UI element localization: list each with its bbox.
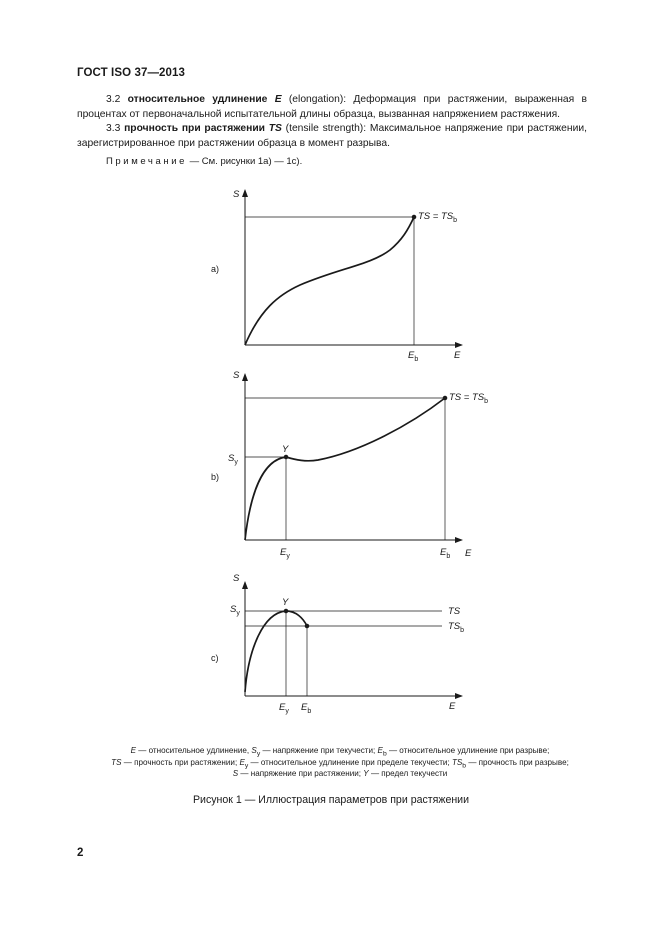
legend-line-2: TS — прочность при растяжении; $E_y$ — относительное удлинение при пределе текучести; $TS_b$ — прочность при разрыве; — [111, 758, 569, 770]
stress-strain-curve — [245, 398, 445, 540]
note-label: Примечание — [106, 156, 187, 167]
panel-c-labels — [211, 573, 464, 715]
y-axis-label: S — [233, 189, 240, 200]
clause-definition: Максимальное напряжение при растяжении, зарегистрированное при растяжении образца в момент разрыва. — [77, 123, 587, 149]
break-point — [305, 624, 309, 628]
clause-number: 3.3 — [106, 123, 121, 134]
y-axis-label: S — [233, 370, 240, 381]
clause-english: (elongation): — [288, 94, 347, 105]
ts-label: TS — [448, 606, 461, 617]
stress-strain-curve — [245, 217, 414, 345]
ts-label: TS = $TS_b$ — [418, 211, 458, 224]
ey-label: $E_y$ — [280, 547, 290, 560]
break-point — [412, 215, 416, 219]
break-point — [443, 396, 447, 400]
legend-line-3: S — напряжение при растяжении; Y — предел текучести — [232, 769, 448, 778]
eb-label: $E_b$ — [440, 547, 451, 560]
note-text: — См. рисунки 1а) — 1с). — [189, 156, 303, 167]
clause-term: прочность при растяжении — [124, 123, 265, 134]
panel-label: a) — [211, 264, 220, 274]
yield-label: Y — [282, 597, 289, 608]
clause-definition: Деформация при растяжении, выраженная в процентах от первоначальной испытательной длины образца, вызванная напряжением растяжения. — [77, 94, 587, 120]
panel-label: c) — [211, 653, 219, 663]
ey-label: $E_y$ — [279, 702, 289, 715]
eb-label: $E_b$ — [408, 350, 419, 363]
eb-label: $E_b$ — [301, 702, 312, 715]
x-axis-label: E — [454, 350, 461, 361]
yield-label: Y — [282, 444, 289, 455]
tsb-label: $TS_b$ — [448, 621, 465, 634]
clause-symbol: TS — [268, 123, 282, 134]
y-axis-label: S — [233, 573, 240, 584]
panel-label: b) — [211, 472, 220, 482]
panel-b — [245, 374, 462, 540]
clause-number: 3.2 — [106, 94, 121, 105]
ts-label: TS = $TS_b$ — [449, 392, 489, 405]
clause-english: (tensile strength): — [285, 123, 367, 134]
panel-c — [245, 582, 465, 696]
page-number: 2 — [77, 847, 84, 859]
sy-label: $S_y$ — [228, 453, 238, 466]
x-axis-label: E — [449, 701, 456, 712]
x-axis-label: E — [465, 548, 472, 559]
yield-point — [284, 609, 288, 613]
sy-label: $S_y$ — [230, 604, 240, 617]
clause-term: относительное удлинение — [127, 94, 268, 105]
figure-caption: Рисунок 1 — Иллюстрация параметров при растяжении — [192, 794, 470, 806]
yield-point — [284, 455, 288, 459]
legend-line-1: E — относительное удлинение, $S_y$ — напряжение при текучести; $E_b$ — относительное удлинение при разрыве; — [130, 746, 550, 758]
document-header: ГОСТ ISO 37—2013 — [77, 67, 186, 79]
clause-symbol: E — [274, 94, 282, 105]
stress-strain-curve — [245, 611, 307, 692]
